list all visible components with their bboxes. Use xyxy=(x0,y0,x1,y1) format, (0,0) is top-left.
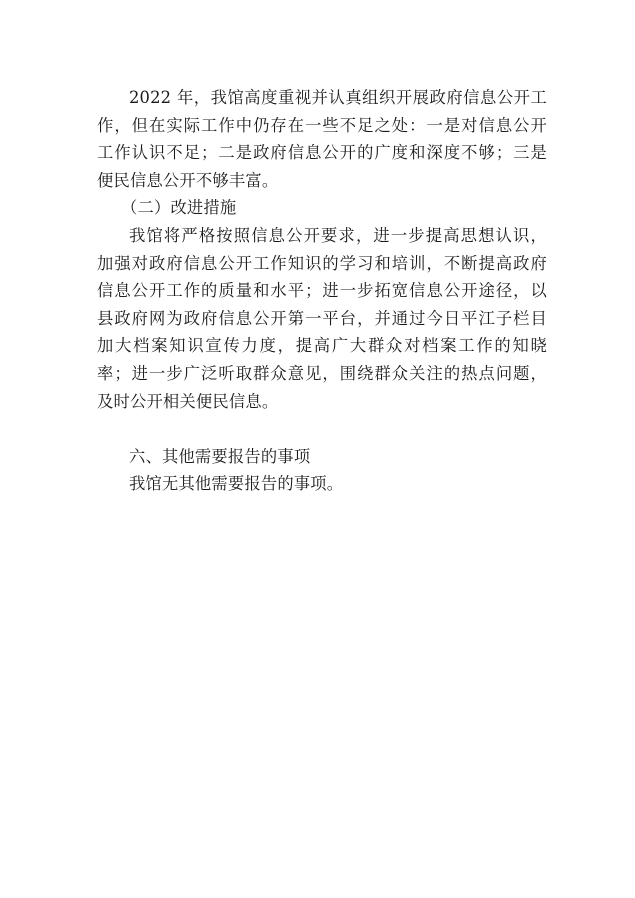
paragraph-line: 便民信息公开不够丰富。 xyxy=(97,170,279,190)
section-six-heading: 六、其他需要报告的事项 xyxy=(129,446,311,466)
paragraph-line: 及时公开相关便民信息。 xyxy=(97,391,279,411)
paragraph-line: 我馆将严格按照信息公开要求，进一步提高思想认识， xyxy=(129,225,547,245)
paragraph-line: 信息公开工作的质量和水平；进一步拓宽信息公开途径，以 xyxy=(97,281,547,301)
paragraph-line: 加大档案知识宣传力度，提高广大群众对档案工作的知晓 xyxy=(97,336,547,356)
document-body xyxy=(97,84,547,498)
paragraph-line: 加强对政府信息公开工作知识的学习和培训，不断提高政府 xyxy=(97,253,547,273)
paragraph-line: 率；进一步广泛听取群众意见，围绕群众关注的热点问题， xyxy=(97,363,547,383)
paragraph-line: 县政府网为政府信息公开第一平台，并通过今日平江子栏目 xyxy=(97,308,547,328)
improvement-paragraph xyxy=(97,222,547,415)
improvement-heading: （二）改进措施 xyxy=(121,198,237,218)
paragraph-line: 作，但在实际工作中仍存在一些不足之处：一是对信息公开 xyxy=(97,115,547,135)
blank-line xyxy=(97,415,547,443)
section-six-body: 我馆无其他需要报告的事项。 xyxy=(129,474,344,494)
issues-paragraph xyxy=(97,84,547,194)
paragraph-line: 工作认识不足；二是政府信息公开的广度和深度不够；三是 xyxy=(97,143,547,163)
paragraph-line: 2022 年，我馆高度重视并认真组织开展政府信息公开工 xyxy=(129,88,547,107)
